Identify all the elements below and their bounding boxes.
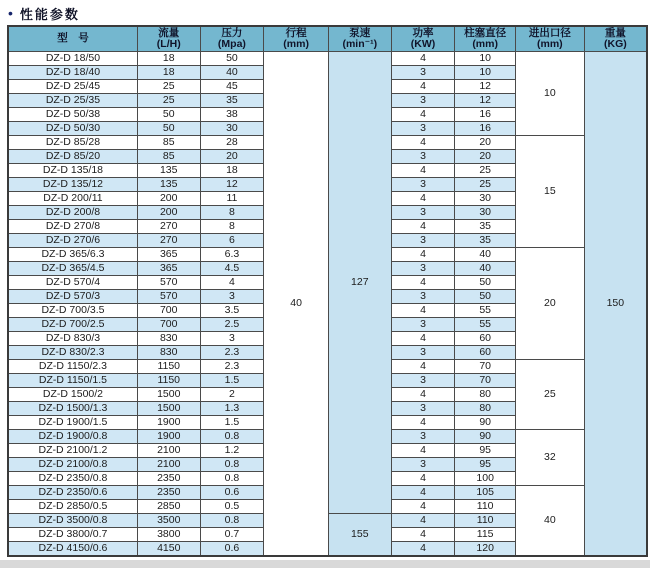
power-cell: 3 [391, 178, 455, 192]
header-label: 柱塞直径 [464, 26, 507, 39]
model-cell: DZ-D 135/18 [8, 164, 137, 178]
header-cell-model [8, 26, 137, 52]
model-cell: DZ-D 50/30 [8, 122, 137, 136]
header-cell-plunger [455, 26, 516, 52]
flow-cell: 270 [137, 234, 200, 248]
header-label: 行程 [285, 26, 307, 39]
power-cell: 3 [391, 206, 455, 220]
plunger-cell: 40 [455, 248, 516, 262]
port-cell: 15 [515, 136, 584, 248]
header-cell-flow [137, 26, 200, 52]
model-cell: DZ-D 2100/1.2 [8, 444, 137, 458]
plunger-cell: 60 [455, 346, 516, 360]
plunger-cell: 12 [455, 94, 516, 108]
pressure-cell: 3.5 [200, 304, 264, 318]
header-cell-pressure [200, 26, 264, 52]
model-cell: DZ-D 85/20 [8, 150, 137, 164]
model-cell: DZ-D 570/3 [8, 290, 137, 304]
header-unit: (L/H) [156, 38, 181, 50]
power-cell: 3 [391, 122, 455, 136]
flow-cell: 365 [137, 248, 200, 262]
power-cell: 4 [391, 108, 455, 122]
flow-cell: 2350 [137, 472, 200, 486]
header-cell-speed [328, 26, 391, 52]
flow-cell: 2100 [137, 444, 200, 458]
header-cell-stroke [264, 26, 329, 52]
pressure-cell: 2.5 [200, 318, 264, 332]
plunger-cell: 95 [455, 458, 516, 472]
plunger-cell: 90 [455, 416, 516, 430]
flow-cell: 2100 [137, 458, 200, 472]
plunger-cell: 90 [455, 430, 516, 444]
flow-cell: 1150 [137, 360, 200, 374]
model-cell: DZ-D 135/12 [8, 178, 137, 192]
pressure-cell: 45 [200, 80, 264, 94]
flow-cell: 2850 [137, 500, 200, 514]
model-cell: DZ-D 1900/0.8 [8, 430, 137, 444]
plunger-cell: 50 [455, 290, 516, 304]
table-body [8, 52, 647, 557]
model-cell: DZ-D 365/6.3 [8, 248, 137, 262]
flow-cell: 700 [137, 318, 200, 332]
flow-cell: 135 [137, 164, 200, 178]
pressure-cell: 0.6 [200, 486, 264, 500]
flow-cell: 85 [137, 150, 200, 164]
plunger-cell: 25 [455, 178, 516, 192]
pressure-cell: 4.5 [200, 262, 264, 276]
pressure-cell: 2 [200, 388, 264, 402]
weight-cell: 150 [584, 52, 647, 557]
header-label: 型 号 [57, 32, 89, 45]
pressure-cell: 0.8 [200, 472, 264, 486]
pressure-cell: 0.8 [200, 458, 264, 472]
performance-parameters-table [7, 25, 648, 557]
header-cell-weight [584, 26, 647, 52]
flow-cell: 1150 [137, 374, 200, 388]
plunger-cell: 16 [455, 122, 516, 136]
model-cell: DZ-D 1150/2.3 [8, 360, 137, 374]
header-row [8, 26, 647, 52]
table-row [8, 52, 647, 66]
model-cell: DZ-D 200/11 [8, 192, 137, 206]
section-title-row [0, 0, 650, 25]
model-cell: DZ-D 700/3.5 [8, 304, 137, 318]
model-cell: DZ-D 830/2.3 [8, 346, 137, 360]
model-cell: DZ-D 1150/1.5 [8, 374, 137, 388]
model-cell: DZ-D 700/2.5 [8, 318, 137, 332]
flow-cell: 1500 [137, 388, 200, 402]
plunger-cell: 70 [455, 360, 516, 374]
power-cell: 4 [391, 416, 455, 430]
flow-cell: 200 [137, 192, 200, 206]
power-cell: 3 [391, 234, 455, 248]
flow-cell: 200 [137, 206, 200, 220]
flow-cell: 50 [137, 108, 200, 122]
flow-cell: 2350 [137, 486, 200, 500]
power-cell: 3 [391, 346, 455, 360]
pressure-cell: 0.8 [200, 514, 264, 528]
plunger-cell: 25 [455, 164, 516, 178]
header-label: 泵速 [349, 26, 371, 39]
page-title: 性能参数 [19, 6, 80, 22]
power-cell: 4 [391, 472, 455, 486]
pressure-cell: 0.8 [200, 430, 264, 444]
pressure-cell: 1.5 [200, 374, 264, 388]
power-cell: 4 [391, 80, 455, 94]
flow-cell: 830 [137, 332, 200, 346]
model-cell: DZ-D 25/35 [8, 94, 137, 108]
header-unit: (min⁻¹) [342, 38, 378, 50]
model-cell: DZ-D 270/6 [8, 234, 137, 248]
plunger-cell: 70 [455, 374, 516, 388]
flow-cell: 700 [137, 304, 200, 318]
power-cell: 3 [391, 374, 455, 388]
power-cell: 4 [391, 360, 455, 374]
pressure-cell: 18 [200, 164, 264, 178]
pressure-cell: 1.5 [200, 416, 264, 430]
flow-cell: 365 [137, 262, 200, 276]
pressure-cell: 0.7 [200, 528, 264, 542]
flow-cell: 25 [137, 80, 200, 94]
stroke-cell: 40 [264, 52, 329, 557]
plunger-cell: 16 [455, 108, 516, 122]
power-cell: 3 [391, 94, 455, 108]
plunger-cell: 110 [455, 514, 516, 528]
plunger-cell: 60 [455, 332, 516, 346]
plunger-cell: 55 [455, 318, 516, 332]
pressure-cell: 38 [200, 108, 264, 122]
pressure-cell: 1.3 [200, 402, 264, 416]
header-label: 压力 [221, 26, 243, 39]
plunger-cell: 20 [455, 136, 516, 150]
pressure-cell: 30 [200, 122, 264, 136]
power-cell: 4 [391, 164, 455, 178]
header-unit: (KG) [603, 38, 627, 50]
power-cell: 4 [391, 528, 455, 542]
power-cell: 3 [391, 262, 455, 276]
power-cell: 4 [391, 136, 455, 150]
model-cell: DZ-D 365/4.5 [8, 262, 137, 276]
pressure-cell: 3 [200, 332, 264, 346]
flow-cell: 135 [137, 178, 200, 192]
model-cell: DZ-D 25/45 [8, 80, 137, 94]
power-cell: 3 [391, 458, 455, 472]
power-cell: 3 [391, 66, 455, 80]
model-cell: DZ-D 85/28 [8, 136, 137, 150]
plunger-cell: 115 [455, 528, 516, 542]
plunger-cell: 40 [455, 262, 516, 276]
model-cell: DZ-D 3800/0.7 [8, 528, 137, 542]
flow-cell: 18 [137, 52, 200, 66]
model-cell: DZ-D 830/3 [8, 332, 137, 346]
header-cell-power [391, 26, 455, 52]
pressure-cell: 8 [200, 220, 264, 234]
power-cell: 4 [391, 514, 455, 528]
pressure-cell: 8 [200, 206, 264, 220]
power-cell: 4 [391, 52, 455, 66]
model-cell: DZ-D 1500/2 [8, 388, 137, 402]
plunger-cell: 80 [455, 388, 516, 402]
pressure-cell: 1.2 [200, 444, 264, 458]
header-unit: (Mpa) [217, 38, 246, 50]
table-header [8, 26, 647, 52]
plunger-cell: 95 [455, 444, 516, 458]
model-cell: DZ-D 2850/0.5 [8, 500, 137, 514]
plunger-cell: 100 [455, 472, 516, 486]
plunger-cell: 10 [455, 52, 516, 66]
header-label: 重量 [604, 26, 626, 39]
power-cell: 3 [391, 402, 455, 416]
plunger-cell: 80 [455, 402, 516, 416]
plunger-cell: 35 [455, 234, 516, 248]
model-cell: DZ-D 1900/1.5 [8, 416, 137, 430]
header-label: 功率 [412, 26, 434, 39]
pressure-cell: 6 [200, 234, 264, 248]
model-cell: DZ-D 4150/0.6 [8, 542, 137, 557]
flow-cell: 85 [137, 136, 200, 150]
port-cell: 32 [515, 430, 584, 486]
plunger-cell: 50 [455, 276, 516, 290]
flow-cell: 270 [137, 220, 200, 234]
plunger-cell: 30 [455, 192, 516, 206]
plunger-cell: 110 [455, 500, 516, 514]
power-cell: 4 [391, 500, 455, 514]
flow-cell: 50 [137, 122, 200, 136]
power-cell: 4 [391, 486, 455, 500]
flow-cell: 830 [137, 346, 200, 360]
port-cell: 20 [515, 248, 584, 360]
model-cell: DZ-D 570/4 [8, 276, 137, 290]
plunger-cell: 105 [455, 486, 516, 500]
flow-cell: 4150 [137, 542, 200, 557]
bullet-icon: • [8, 5, 13, 21]
flow-cell: 1900 [137, 416, 200, 430]
pressure-cell: 4 [200, 276, 264, 290]
power-cell: 3 [391, 430, 455, 444]
model-cell: DZ-D 270/8 [8, 220, 137, 234]
pressure-cell: 0.6 [200, 542, 264, 557]
model-cell: DZ-D 3500/0.8 [8, 514, 137, 528]
model-cell: DZ-D 18/50 [8, 52, 137, 66]
plunger-cell: 30 [455, 206, 516, 220]
header-label: 进出口径 [528, 26, 571, 39]
pressure-cell: 2.3 [200, 360, 264, 374]
power-cell: 4 [391, 444, 455, 458]
plunger-cell: 120 [455, 542, 516, 557]
power-cell: 4 [391, 248, 455, 262]
power-cell: 4 [391, 304, 455, 318]
pressure-cell: 50 [200, 52, 264, 66]
power-cell: 4 [391, 276, 455, 290]
port-cell: 25 [515, 360, 584, 430]
flow-cell: 570 [137, 276, 200, 290]
plunger-cell: 10 [455, 66, 516, 80]
flow-cell: 25 [137, 94, 200, 108]
port-cell: 40 [515, 486, 584, 557]
model-cell: DZ-D 1500/1.3 [8, 402, 137, 416]
bottom-gray-strip [0, 560, 650, 568]
plunger-cell: 20 [455, 150, 516, 164]
power-cell: 4 [391, 388, 455, 402]
plunger-cell: 55 [455, 304, 516, 318]
header-cell-port [515, 26, 584, 52]
power-cell: 4 [391, 220, 455, 234]
model-cell: DZ-D 2350/0.8 [8, 472, 137, 486]
pressure-cell: 3 [200, 290, 264, 304]
flow-cell: 18 [137, 66, 200, 80]
header-label: 流量 [158, 26, 180, 39]
pressure-cell: 2.3 [200, 346, 264, 360]
port-cell: 10 [515, 52, 584, 136]
model-cell: DZ-D 200/8 [8, 206, 137, 220]
flow-cell: 570 [137, 290, 200, 304]
plunger-cell: 12 [455, 80, 516, 94]
speed-cell: 155 [328, 514, 391, 557]
pressure-cell: 40 [200, 66, 264, 80]
power-cell: 3 [391, 150, 455, 164]
pressure-cell: 0.5 [200, 500, 264, 514]
power-cell: 4 [391, 332, 455, 346]
power-cell: 3 [391, 290, 455, 304]
pressure-cell: 11 [200, 192, 264, 206]
pressure-cell: 6.3 [200, 248, 264, 262]
model-cell: DZ-D 50/38 [8, 108, 137, 122]
flow-cell: 1500 [137, 402, 200, 416]
pressure-cell: 28 [200, 136, 264, 150]
flow-cell: 1900 [137, 430, 200, 444]
pressure-cell: 12 [200, 178, 264, 192]
power-cell: 3 [391, 318, 455, 332]
header-unit: (mm) [472, 38, 498, 50]
plunger-cell: 35 [455, 220, 516, 234]
model-cell: DZ-D 2350/0.6 [8, 486, 137, 500]
pressure-cell: 35 [200, 94, 264, 108]
header-unit: (mm) [283, 38, 309, 50]
power-cell: 4 [391, 542, 455, 557]
power-cell: 4 [391, 192, 455, 206]
model-cell: DZ-D 18/40 [8, 66, 137, 80]
speed-cell: 127 [328, 52, 391, 514]
header-unit: (KW) [410, 38, 436, 50]
flow-cell: 3800 [137, 528, 200, 542]
model-cell: DZ-D 2100/0.8 [8, 458, 137, 472]
flow-cell: 3500 [137, 514, 200, 528]
header-unit: (mm) [537, 38, 563, 50]
pressure-cell: 20 [200, 150, 264, 164]
